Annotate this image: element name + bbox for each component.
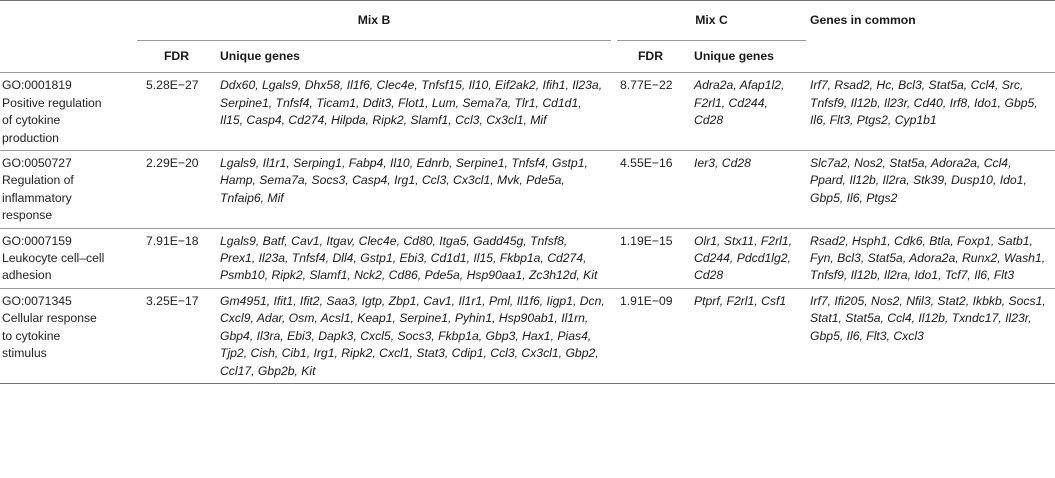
empty-common-subheader [806, 41, 1055, 73]
go-name-line: to cytokine [2, 328, 61, 343]
go-name-line: Positive regulation [2, 95, 102, 110]
unique-genes-b: Gm4951, Ifit1, Ifit2, Saa3, Igtp, Zbp1, Cav1, Il1r1, Pml, Il1f6, Iigp1, Dcn, Cxcl9, Adar, Osm, Acsl1, Keap1, Serpine1, Pyhin1, Hsp90ab1, Il1rn, Gbp4, Il3ra, Ebi3, Dapk3, Cxcl5, Socs3, Fkbp1a, Gbp3, Hax1, Pias4, Tjp2, Cish, Cib1, Irg1, Ripk2, Cxcl1, Stat3, Cdip1, Ccl3, Cx3cl1, Gbp2, Ccl17, Gbp2b, Kit [216, 288, 611, 383]
table-row [0, 228, 1055, 288]
group-header-row [0, 1, 1055, 42]
unique-genes-c-header: Unique genes [690, 41, 806, 73]
mix-c-label: Mix C [695, 13, 728, 27]
fdr-b-value: 5.28E−27 [137, 73, 216, 151]
fdr-c-value: 1.19E−15 [611, 228, 690, 288]
mix-c-header [611, 1, 806, 42]
go-name-line: inflammatory [2, 190, 72, 205]
fdr-c-value: 4.55E−16 [611, 151, 690, 229]
unique-genes-c: Olr1, Stx11, F2rl1, Cd244, Pdcd1lg2, Cd28 [690, 228, 806, 288]
mix-b-header [137, 1, 611, 42]
go-name-line: production [2, 130, 59, 145]
fdr-b-value: 7.91E−18 [137, 228, 216, 288]
go-term-cell [0, 288, 137, 383]
unique-genes-c: Ptprf, F2rl1, Csf1 [690, 288, 806, 383]
unique-genes-c: Ier3, Cd28 [690, 151, 806, 229]
go-term-cell [0, 228, 137, 288]
table-row [0, 288, 1055, 383]
table-row [0, 151, 1055, 229]
sub-header-row [0, 41, 1055, 73]
fdr-b-header: FDR [137, 41, 216, 73]
fdr-c-value: 1.91E−09 [611, 288, 690, 383]
go-name-line: adhesion [2, 268, 52, 283]
genes-in-common: Rsad2, Hsph1, Cdk6, Btla, Foxp1, Satb1, Fyn, Bcl3, Stat5a, Adora2a, Runx2, Wash1, Tnfsf9, Il12b, Il2ra, Ido1, Tcf7, Il6, Flt3 [806, 228, 1055, 288]
mix-b-label: Mix B [357, 13, 391, 27]
go-name-line: Cellular response [2, 311, 97, 326]
go-id: GO:0071345 [2, 293, 72, 308]
genes-in-common: Slc7a2, Nos2, Stat5a, Adora2a, Ccl4, Ppard, Il12b, Il2ra, Stk39, Dusp10, Ido1, Gbp5, Il6, Ptgs2 [806, 151, 1055, 229]
unique-genes-b: Lgals9, Batf, Cav1, Itgav, Clec4e, Cd80, Itga5, Gadd45g, Tnfsf8, Prex1, Il23a, Tnfsf4, Dll4, Gstp1, Ebi3, Cd1d1, Il15, Fkbp1a, Cd274, Psmb10, Ripk2, Slamf1, Nck2, Cd86, Pde5a, Hsp90aa1, Zc3h12d, Kit [216, 228, 611, 288]
go-id: GO:0001819 [2, 78, 72, 93]
go-name-line: of cytokine [2, 113, 61, 128]
go-id: GO:0050727 [2, 156, 72, 171]
fdr-b-value: 2.29E−20 [137, 151, 216, 229]
fdr-c-header: FDR [611, 41, 690, 73]
unique-genes-b: Ddx60, Lgals9, Dhx58, Il1f6, Clec4e, Tnfsf15, Il10, Eif2ak2, Ifih1, Il23a, Serpine1, Tnfsf4, Ticam1, Ddit3, Flot1, Lum, Sema7a, Tlr1, Cd1d1, Il15, Casp4, Cd274, Hilpda, Ripk2, Slamf1, Ccl3, Cx3cl1, Mif [216, 73, 611, 151]
go-term-cell [0, 151, 137, 229]
empty-subheader-cell [0, 41, 137, 73]
go-name-line: Leukocyte cell–cell [2, 251, 105, 266]
genes-in-common: Irf7, Ifi205, Nos2, Nfil3, Stat2, Ikbkb, Socs1, Stat1, Stat5a, Ccl4, Il12b, Txndc17, Il23r, Gbp5, Il6, Flt3, Cxcl3 [806, 288, 1055, 383]
unique-genes-c: Adra2a, Afap1l2, F2rl1, Cd244, Cd28 [690, 73, 806, 151]
fdr-b-value: 3.25E−17 [137, 288, 216, 383]
empty-header-cell [0, 1, 137, 42]
fdr-c-value: 8.77E−22 [611, 73, 690, 151]
unique-genes-b: Lgals9, Il1r1, Serping1, Fabp4, Il10, Ednrb, Serpine1, Tnfsf4, Gstp1, Hamp, Sema7a, Socs3, Casp4, Irg1, Ccl3, Cx3cl1, Mvk, Pde5a, Tnfaip6, Mif [216, 151, 611, 229]
go-term-cell [0, 73, 137, 151]
go-name-line: stimulus [2, 346, 47, 361]
unique-genes-b-header: Unique genes [216, 41, 611, 73]
go-name-line: response [2, 208, 53, 223]
genes-in-common: Irf7, Rsad2, Hc, Bcl3, Stat5a, Ccl4, Src, Tnfsf9, Il12b, Il23r, Cd40, Irf8, Ido1, Gbp5, Il6, Flt3, Ptgs2, Cyp1b1 [806, 73, 1055, 151]
table-row [0, 73, 1055, 151]
go-name-line: Regulation of [2, 173, 74, 188]
go-id: GO:0007159 [2, 233, 72, 248]
genes-in-common-header: Genes in common [806, 1, 1055, 42]
